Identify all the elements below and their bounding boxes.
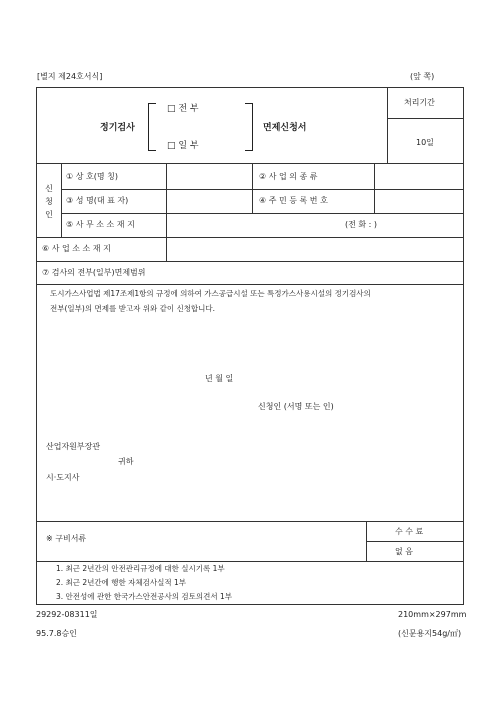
business-name-label: ① 상 호(명 칭) bbox=[66, 172, 118, 181]
business-type-label: ② 사 업 의 종 류 bbox=[259, 172, 318, 181]
processing-value: 10일 bbox=[416, 138, 434, 147]
exemption-scope-field[interactable] bbox=[167, 262, 463, 283]
form-number: [별지 제24호서식] bbox=[37, 72, 103, 81]
title-suffix: 면제신청서 bbox=[263, 123, 307, 133]
document-item-1: 1. 최근 2년간의 안전관리규정에 대한 실시기록 1부 bbox=[56, 564, 225, 573]
business-name-field[interactable] bbox=[167, 165, 251, 187]
document-item-2: 2. 최근 2년간에 행한 자체검사실적 1부 bbox=[56, 578, 187, 587]
paper-size: 210mm×297mm bbox=[398, 610, 467, 619]
option-part-checkbox[interactable]: □ 일 부 bbox=[167, 141, 199, 151]
fee-label: 수 수 료 bbox=[395, 527, 424, 536]
business-location-field[interactable] bbox=[167, 238, 463, 260]
body-text-line2: 전부(일부)의 면제를 받고자 위와 같이 신청합니다. bbox=[50, 304, 216, 313]
fee-value: 없 음 bbox=[395, 547, 413, 556]
body-text-line1: 도시가스사업법 제17조제1항의 규정에 의하여 가스공급시설 또는 특정가스사용시설의 정기검사의 bbox=[50, 289, 371, 298]
phone-label: (전 화 : ) bbox=[345, 220, 378, 229]
applicant-section-label: 신청인 bbox=[45, 184, 53, 219]
business-type-field[interactable] bbox=[375, 165, 463, 187]
title-prefix: 정기검사 bbox=[100, 123, 135, 133]
recipient-governor: 시·도지사 bbox=[46, 473, 80, 482]
office-address-field[interactable] bbox=[167, 214, 337, 236]
office-address-label: ⑤ 사 무 소 소 재 지 bbox=[66, 220, 135, 229]
approval-date: 95.7.8승인 bbox=[36, 629, 77, 638]
resident-number-label: ④ 주 민 등 록 번 호 bbox=[259, 196, 328, 205]
date-line: 년 월 일 bbox=[205, 374, 234, 383]
processing-label: 처리기간 bbox=[404, 98, 435, 107]
exemption-scope-label: ⑦ 검사의 전부(일부)면제범위 bbox=[42, 268, 146, 277]
applicant-signature-line: 신청인 (서명 또는 인) bbox=[258, 402, 334, 411]
honorific: 귀하 bbox=[118, 457, 134, 466]
page-side-label: (앞 쪽) bbox=[410, 72, 435, 81]
resident-number-field[interactable] bbox=[375, 190, 463, 212]
form-code: 29292-08311일 bbox=[36, 610, 98, 619]
business-location-label: ⑥ 사 업 소 소 재 지 bbox=[42, 244, 111, 253]
representative-name-field[interactable] bbox=[167, 190, 251, 212]
left-bracket bbox=[148, 103, 156, 151]
option-all-checkbox[interactable]: □ 전 부 bbox=[167, 104, 199, 114]
documents-title: ※ 구비서류 bbox=[46, 534, 87, 543]
paper-type: (신문용지54g/㎡) bbox=[398, 629, 462, 638]
representative-name-label: ③ 성 명(대 표 자) bbox=[66, 196, 129, 205]
document-item-3: 3. 안전성에 관한 한국가스안전공사의 검토의견서 1부 bbox=[56, 592, 232, 601]
right-bracket bbox=[245, 103, 253, 151]
recipient-minister: 산업자원부장관 bbox=[46, 442, 101, 451]
